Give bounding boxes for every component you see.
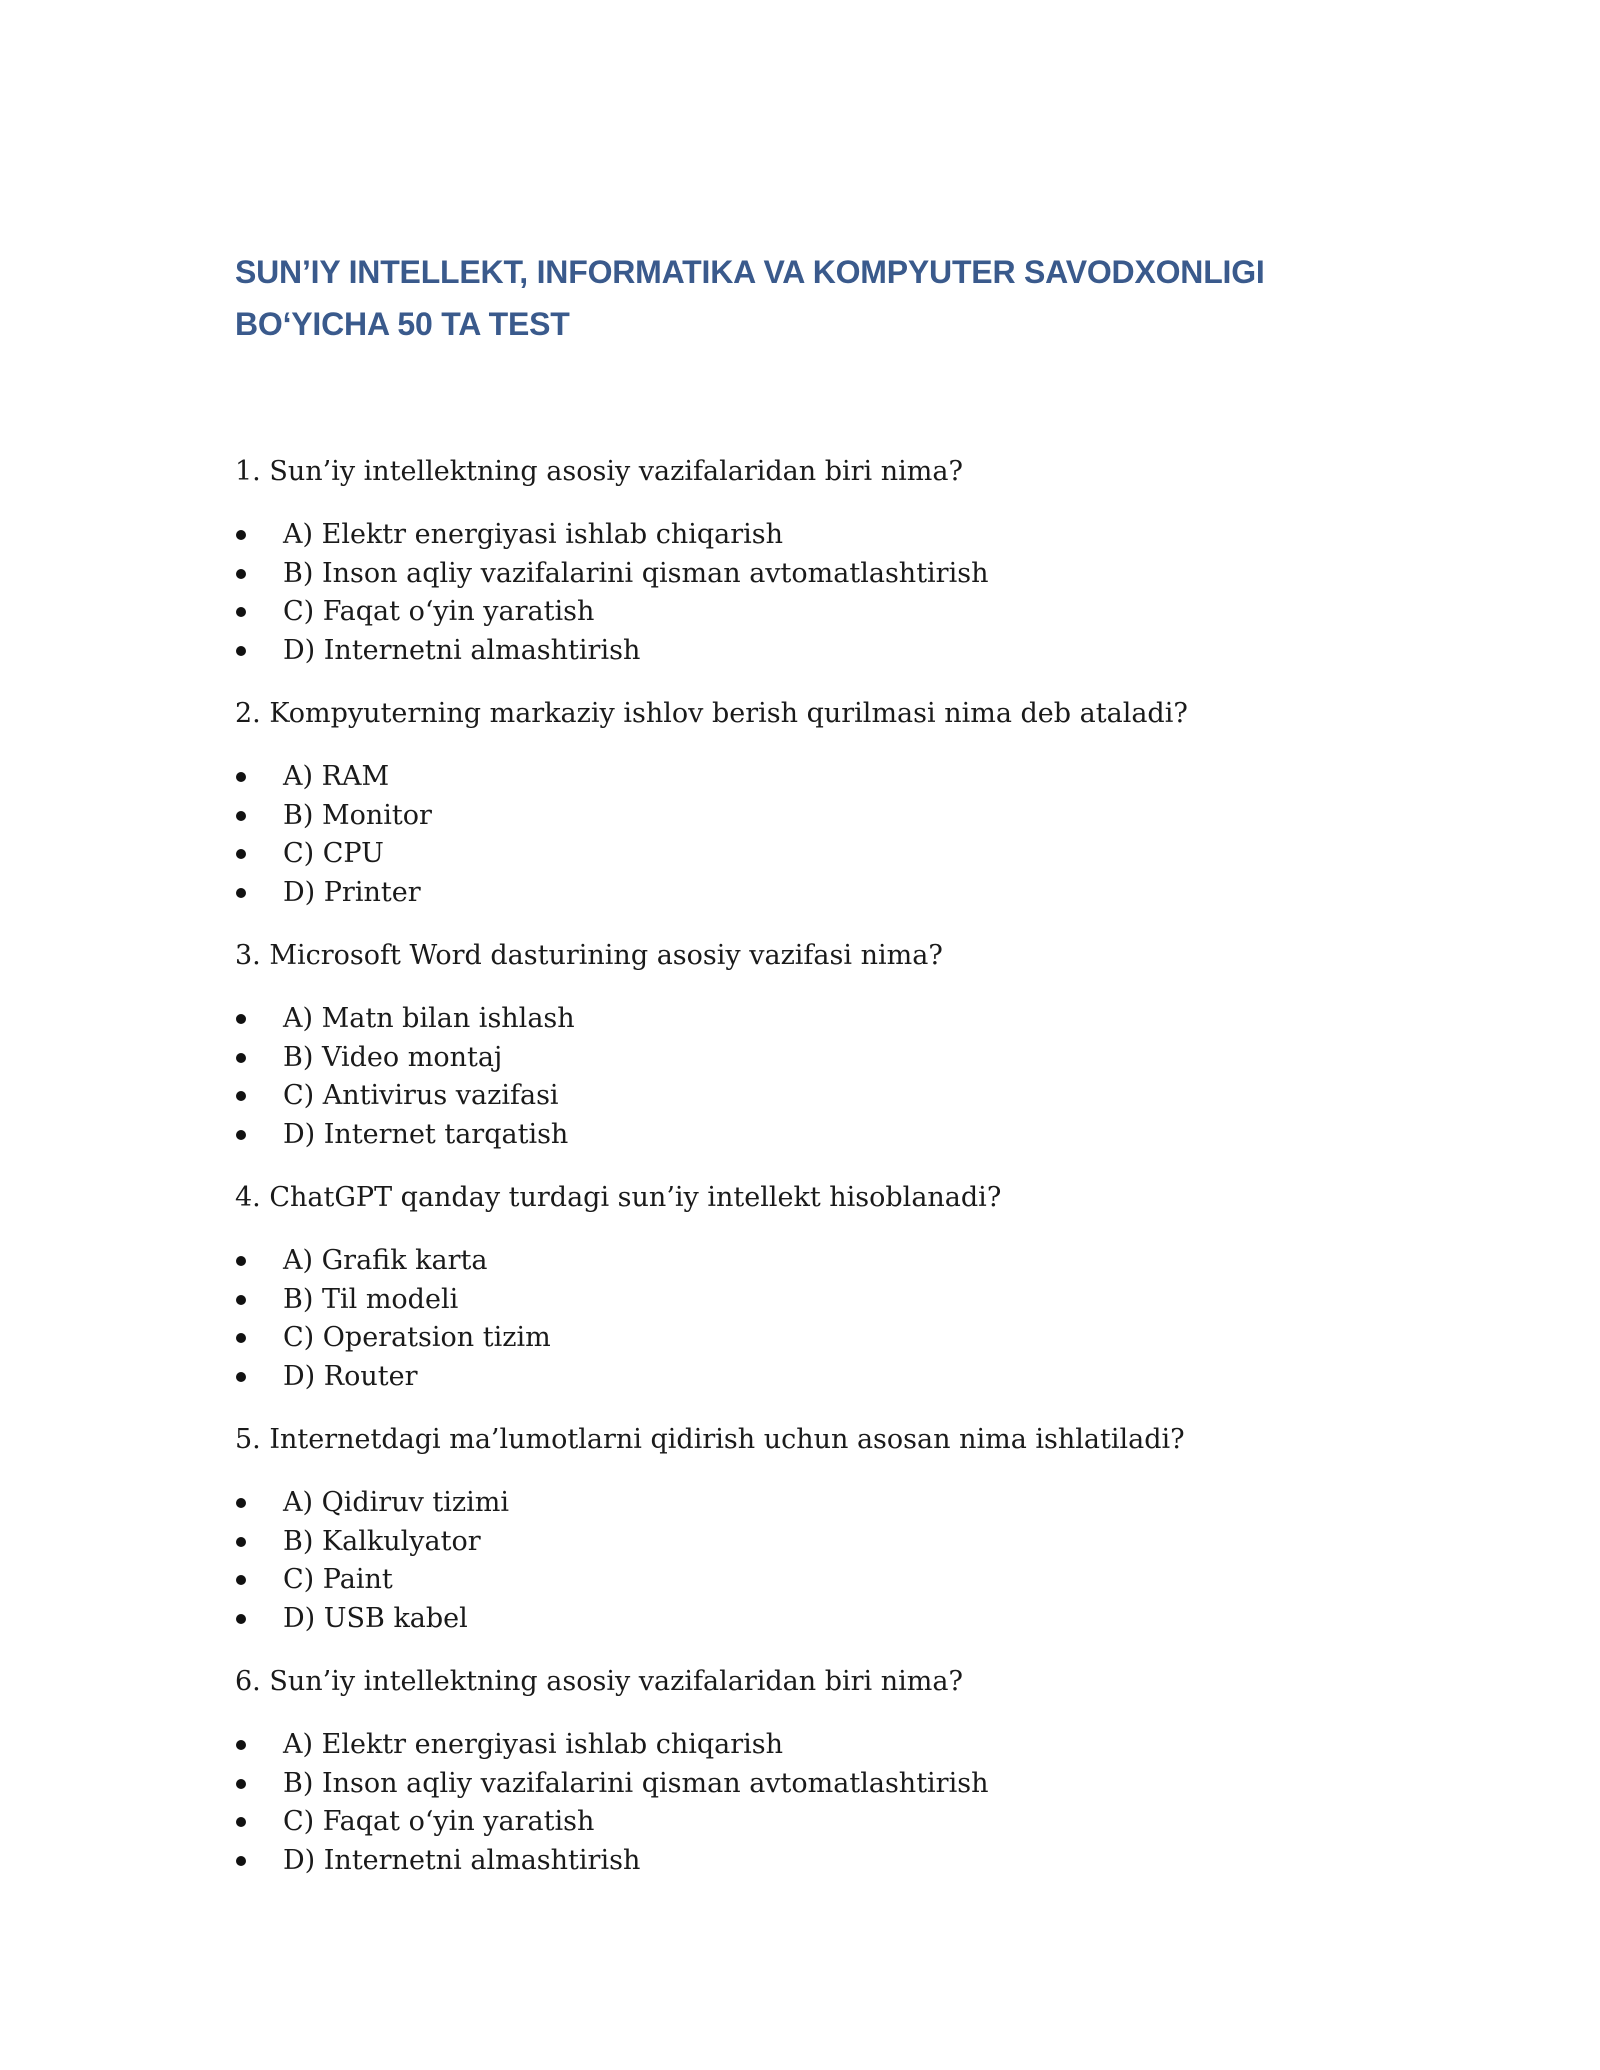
option-label: D) Internetni almashtirish [283, 1844, 641, 1876]
option-list [235, 1242, 1435, 1396]
question-4 [235, 1178, 1435, 1420]
option-label: B) Til modeli [283, 1283, 459, 1315]
option-a [235, 1484, 1435, 1523]
option-a [235, 1726, 1435, 1765]
option-label: A) RAM [283, 761, 390, 792]
option-c [235, 1803, 1435, 1842]
question-5 [235, 1420, 1435, 1662]
option-c [235, 593, 1435, 632]
option-label: C) Antivirus vazifasi [283, 1080, 559, 1111]
option-b [235, 797, 1435, 836]
option-list [235, 1726, 1435, 1880]
option-d [235, 1358, 1435, 1397]
option-label: D) Printer [283, 876, 421, 908]
option-a [235, 758, 1435, 797]
option-label: A) Matn bilan ishlash [283, 1003, 575, 1034]
question-6 [235, 1662, 1435, 1904]
question-3 [235, 936, 1435, 1178]
bullet-icon [236, 569, 246, 579]
question-2 [235, 694, 1435, 936]
bullet-icon [236, 1014, 246, 1024]
title-line-1: SUN’IY INTELLEKT, INFORMATIKA VA KOMPYUTER SAVODXONLIGI [235, 254, 1265, 290]
option-label: A) Elektr energiyasi ishlab chiqarish [283, 1729, 784, 1760]
option-list [235, 1000, 1435, 1154]
option-label: A) Qidiruv tizimi [283, 1487, 510, 1518]
option-a [235, 1000, 1435, 1039]
option-label: C) Operatsion tizim [283, 1322, 551, 1353]
bullet-icon [236, 1372, 246, 1382]
bullet-icon [236, 1295, 246, 1305]
option-d [235, 1600, 1435, 1639]
bullet-icon [236, 1740, 246, 1750]
bullet-icon [236, 1130, 246, 1140]
bullet-icon [236, 888, 246, 898]
bullet-icon [236, 607, 246, 617]
option-b [235, 1765, 1435, 1804]
option-a [235, 516, 1435, 555]
option-label: C) Faqat o‘yin yaratish [283, 1806, 595, 1837]
option-label: D) Internetni almashtirish [283, 634, 641, 666]
option-b [235, 1039, 1435, 1078]
question-text: 4. ChatGPT qanday turdagi sun’iy intellekt hisoblanadi? [235, 1182, 1002, 1213]
option-c [235, 835, 1435, 874]
bullet-icon [236, 1333, 246, 1343]
option-label: D) Router [283, 1360, 418, 1392]
title-line-2: BO‘YICHA 50 TA TEST [235, 306, 570, 342]
option-b [235, 1523, 1435, 1562]
bullet-icon [236, 1779, 246, 1789]
bullet-icon [236, 1053, 246, 1063]
bullet-icon [236, 1537, 246, 1547]
bullet-icon [236, 811, 246, 821]
option-d [235, 632, 1435, 671]
option-label: C) Faqat o‘yin yaratish [283, 596, 595, 627]
option-label: B) Kalkulyator [283, 1525, 481, 1557]
bullet-icon [236, 1856, 246, 1866]
bullet-icon [236, 1091, 246, 1101]
document-title [235, 246, 1385, 350]
option-label: B) Inson aqliy vazifalarini qisman avtomatlashtirish [283, 1767, 989, 1799]
option-label: D) USB kabel [283, 1602, 468, 1634]
option-label: A) Grafik karta [283, 1245, 488, 1276]
bullet-icon [236, 530, 246, 540]
option-a [235, 1242, 1435, 1281]
bullet-icon [236, 772, 246, 782]
option-label: B) Monitor [283, 799, 432, 831]
option-d [235, 874, 1435, 913]
option-c [235, 1077, 1435, 1116]
option-d [235, 1842, 1435, 1881]
question-text: 3. Microsoft Word dasturining asosiy vazifasi nima? [235, 940, 943, 971]
option-list [235, 1484, 1435, 1638]
bullet-icon [236, 1575, 246, 1585]
option-b [235, 1281, 1435, 1320]
bullet-icon [236, 1614, 246, 1624]
option-list [235, 516, 1435, 670]
question-text: 6. Sun’iy intellektning asosiy vazifalaridan biri nima? [235, 1666, 963, 1697]
question-text: 1. Sun’iy intellektning asosiy vazifalaridan biri nima? [235, 456, 963, 487]
option-label: B) Video montaj [283, 1041, 503, 1073]
bullet-icon [236, 1817, 246, 1827]
option-label: D) Internet tarqatish [283, 1118, 569, 1150]
option-label: C) Paint [283, 1564, 393, 1595]
option-c [235, 1561, 1435, 1600]
option-list [235, 758, 1435, 912]
option-b [235, 555, 1435, 594]
option-c [235, 1319, 1435, 1358]
question-text: 2. Kompyuterning markaziy ishlov berish qurilmasi nima deb ataladi? [235, 698, 1188, 729]
question-1 [235, 452, 1435, 694]
bullet-icon [236, 1256, 246, 1266]
bullet-icon [236, 849, 246, 859]
option-d [235, 1116, 1435, 1155]
option-label: B) Inson aqliy vazifalarini qisman avtomatlashtirish [283, 557, 989, 589]
option-label: C) CPU [283, 838, 384, 869]
bullet-icon [236, 646, 246, 656]
bullet-icon [236, 1498, 246, 1508]
question-text: 5. Internetdagi ma’lumotlarni qidirish uchun asosan nima ishlatiladi? [235, 1424, 1185, 1455]
option-label: A) Elektr energiyasi ishlab chiqarish [283, 519, 784, 550]
question-list [235, 452, 1435, 1904]
